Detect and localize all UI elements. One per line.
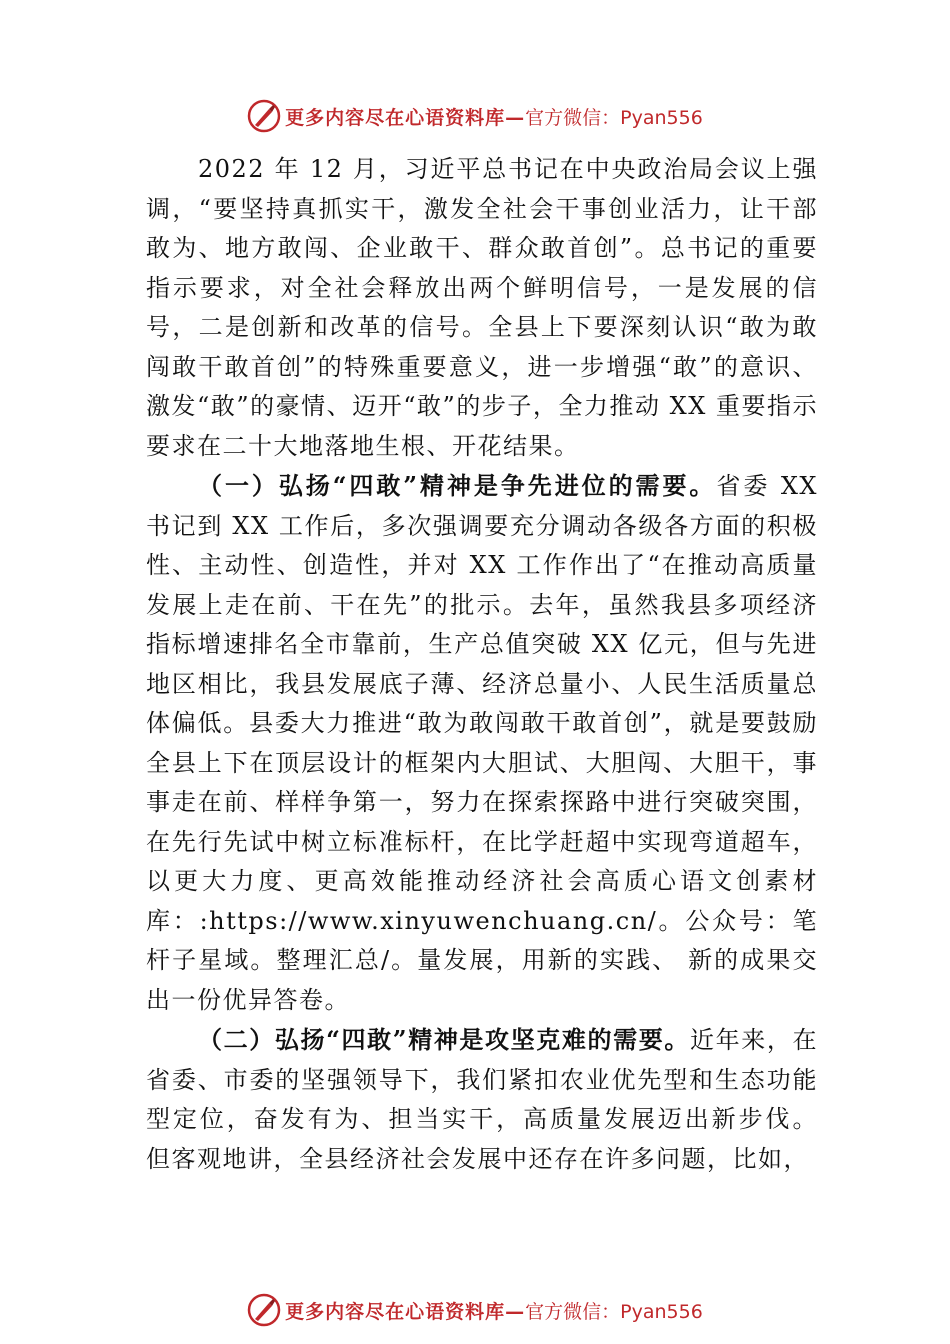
footer-banner (0, 1290, 950, 1330)
section-2-body: 近年来，在省委、市委的坚强领导下，我们紧扣农业优先型和生态功能型定位，奋发有为、担当实干，高质量发展迈出新步伐。 但客观地讲，全县经济社会发展中还存在许多问题，比如， (146, 1026, 819, 1173)
intro-paragraph: 2022 年 12 月，习近平总书记在中央政治局会议上强调，“要坚持真抓实干，激发全社会干事创业活力，让干部敢为、地方敢闯、企业敢干、群众敢首创”。总书记的重要指示要求，对全社会释放出两个鲜明信号，一是发展的信号，二是创新和改革的信号。全县上下要深刻认识“敢为敢闯敢干敢首创”的特殊重要意义，进一步增强“敢”的意识、激发“敢”的豪情、迈开“敢”的步子，全力推动 XX 重要指示要求在二十大地落地生根、开花结果。 (146, 155, 818, 460)
banner-contact: 官方微信：Pyan556 (525, 106, 703, 129)
document-body (146, 150, 818, 1179)
banner-text: 更多内容尽在心语资料库— (285, 1300, 526, 1323)
section-2-heading: （二）弘扬“四敢”精神是攻坚克难的需要。 (198, 1025, 691, 1054)
section-1-body: 省委 XX 书记到 XX 工作后，多次强调要充分调动各级各方面的积极性、主动性、创造性，并对 XX 工作作出了“在推动高质量发展上走在前、干在先”的批示。去年，虽然我县多项经济指标增速排名全市靠前，生产总值突破 XX 亿元，但与先进地区相比，我县发展底子薄、经济总量小、人民生活质量总体偏低。县委大力推进“敢为敢闯敢干敢首创”，就是要鼓励全县上下在顶层设计的框架内大胆试、大胆闯、大胆干，事事走在前、样样争第一，努力在探索探路中进行突破突围，在先行先试中树立标准标杆，在比学赶超中实现弯道超车，以更大力度、更高效能推动经济社会高质心语文创素材库：:https://www.xinyuwenchuang.cn/。公众号：笔杆子星域。整理汇总/。量发展，用新的实践、 新的成果交出一份优异答卷。 (146, 472, 818, 1014)
banner-text: 更多内容尽在心语资料库— (285, 106, 526, 129)
section-1-heading: （一）弘扬“四敢”精神是争先进位的需要。 (198, 471, 717, 500)
banner-contact: 官方微信：Pyan556 (525, 1300, 703, 1323)
pen-logo-icon (247, 1293, 281, 1327)
pen-logo-icon (247, 99, 281, 133)
section-1-paragraph (146, 466, 818, 1020)
section-2-paragraph (146, 1020, 818, 1179)
header-banner (0, 96, 950, 136)
